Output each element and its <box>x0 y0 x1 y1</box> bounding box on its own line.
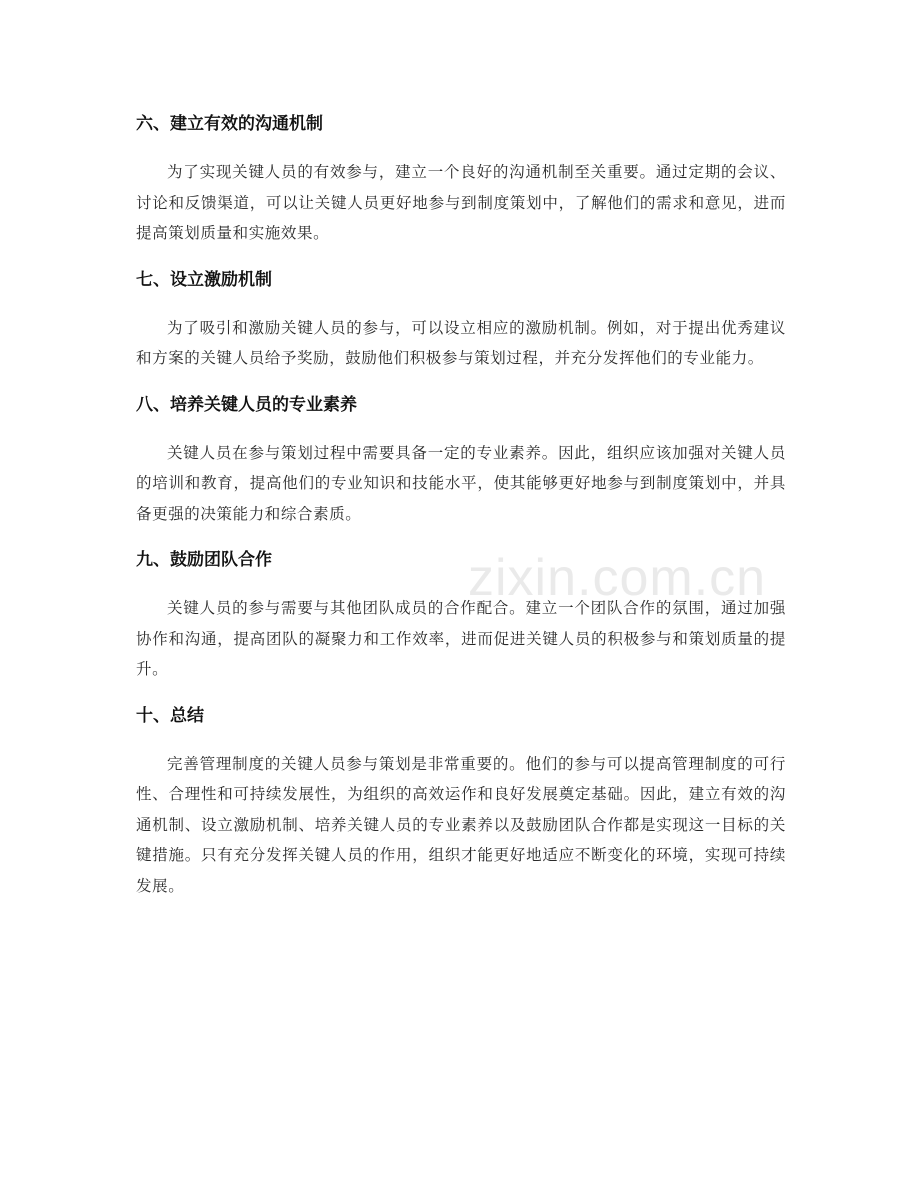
section-summary <box>136 696 786 902</box>
section-professional-quality <box>136 385 786 530</box>
section-title: 九、鼓励团队合作 <box>136 550 272 570</box>
section-paragraph: 为了实现关键人员的有效参与，建立一个良好的沟通机制至关重要。通过定期的会议、讨论和反馈渠道，可以让关键人员更好地参与到制度策划中，了解他们的需求和意见，进而提高策划质量和实施效果。 <box>136 163 786 242</box>
section-paragraph: 关键人员的参与需要与其他团队成员的合作配合。建立一个团队合作的氛围，通过加强协作和沟通，提高团队的凝聚力和工作效率，进而促进关键人员的积极参与和策划质量的提升。 <box>136 599 786 678</box>
watermark: zixin.com.cn <box>468 549 767 607</box>
document-content <box>136 104 786 912</box>
section-incentive <box>136 260 786 374</box>
section-title: 七、设立激励机制 <box>136 269 272 290</box>
section-paragraph: 为了吸引和激励关键人员的参与，可以设立相应的激励机制。例如，对于提出优秀建议和方案的关键人员给予奖励，鼓励他们积极参与策划过程，并充分发挥他们的专业能力。 <box>136 318 786 367</box>
section-title: 十、总结 <box>136 705 204 726</box>
section-title: 八、培养关键人员的专业素养 <box>136 394 357 415</box>
section-teamwork <box>136 540 786 685</box>
section-title: 六、建立有效的沟通机制 <box>136 114 323 134</box>
section-communication <box>136 104 786 249</box>
section-paragraph: 完善管理制度的关键人员参与策划是非常重要的。他们的参与可以提高管理制度的可行性、合理性和可持续发展性，为组织的高效运作和良好发展奠定基础。因此，建立有效的沟通机制、设立激励机制、培养关键人员的专业素养以及鼓励团队合作都是实现这一目标的关键措施。只有充分发挥关键人员的作用，组织才能更好地适应不断变化的环境，实现可持续发展。 <box>136 754 786 895</box>
section-paragraph: 关键人员在参与策划过程中需要具备一定的专业素养。因此，组织应该加强对关键人员的培训和教育，提高他们的专业知识和技能水平，使其能够更好地参与到制度策划中，并具备更强的决策能力和综合素质。 <box>136 443 786 523</box>
